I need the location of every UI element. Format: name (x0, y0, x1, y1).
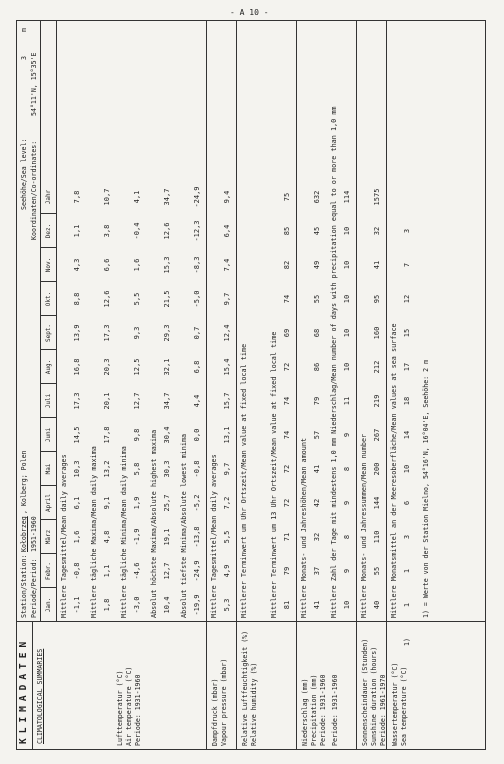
data-cell: 68 (313, 328, 321, 338)
header-divider (40, 20, 41, 622)
climate-table (16, 20, 486, 750)
section-label: Niederschlag (mm) (301, 678, 309, 746)
data-cell: 32 (313, 532, 321, 542)
data-cell: 34,7 (163, 392, 171, 410)
section-divider (356, 20, 357, 750)
data-cell: 71 (283, 532, 291, 542)
data-cell: 79 (283, 566, 291, 576)
data-cell: 8 (343, 466, 351, 472)
data-cell: 3,8 (103, 224, 111, 238)
data-cell: 74 (283, 430, 291, 440)
title-divider (32, 622, 33, 750)
data-cell: 6,1 (73, 496, 81, 510)
data-cell: 110 (373, 530, 381, 544)
data-cell: 5,5 (223, 530, 231, 544)
data-cell: 72 (283, 464, 291, 474)
data-cell: 15,7 (223, 392, 231, 410)
data-cell: 1,9 (133, 496, 141, 510)
data-cell: 12,6 (103, 290, 111, 308)
table-title: KLIMADATEN (18, 636, 29, 744)
data-cell: 37 (313, 566, 321, 576)
station-name: Kołobrzeg (20, 516, 28, 552)
data-cell: 15,4 (223, 358, 231, 376)
data-cell: 25,7 (163, 494, 171, 512)
data-cell: 34,7 (163, 188, 171, 206)
data-cell: 42 (313, 498, 321, 508)
row-caption: Mittlere Tagesmittel/Mean daily averages (60, 454, 68, 618)
data-cell: 10 (343, 600, 351, 610)
panel-divider (16, 621, 486, 622)
data-cell: 82 (283, 260, 291, 270)
footnote: 1) = Werte von der Station Mielno, 54°16'N, 16°04'E, Seehöhe: 2 m (422, 359, 430, 618)
data-cell: 13,2 (103, 460, 111, 478)
data-cell: -24,9 (193, 186, 201, 208)
column-divider (40, 281, 56, 282)
data-cell: 79 (313, 396, 321, 406)
data-cell: 9,1 (103, 496, 111, 510)
month-header: März (45, 529, 52, 545)
data-cell: 114 (343, 190, 351, 204)
data-cell: 4,3 (73, 258, 81, 272)
data-cell: -0,8 (73, 562, 81, 580)
row-caption: Mittlere Tagesmittel/Mean daily averages (210, 454, 218, 618)
data-cell: 1 (403, 568, 411, 574)
data-cell: 41 (373, 260, 381, 270)
data-cell: 7,8 (73, 190, 81, 204)
data-cell: -3,0 (133, 596, 141, 614)
data-cell: -0,4 (133, 222, 141, 240)
data-cell: 95 (373, 294, 381, 304)
data-cell: -8,3 (193, 256, 201, 274)
section-label: Wassertemperatur (°C) (391, 662, 399, 746)
section-label: Periode: 1931-1960 (134, 674, 142, 746)
month-header: April (45, 493, 52, 513)
data-cell: 10 (343, 328, 351, 338)
month-header: Mai (45, 463, 52, 475)
data-cell: 72 (283, 362, 291, 372)
data-cell: 10 (343, 260, 351, 270)
elevation-label: Seehöhe/Sea level: (20, 138, 28, 210)
station-label: Station/Station: (20, 554, 28, 618)
data-cell: 74 (283, 294, 291, 304)
data-cell: 55 (373, 566, 381, 576)
data-cell: 20,3 (103, 358, 111, 376)
data-cell: 8,8 (73, 292, 81, 306)
data-cell: 17,3 (103, 324, 111, 342)
data-cell: 6,6 (103, 258, 111, 272)
data-cell: 18 (403, 396, 411, 406)
data-cell: 7 (403, 262, 411, 268)
data-cell: 219 (373, 394, 381, 408)
data-cell: 3 (403, 534, 411, 540)
data-cell: 41 (313, 600, 321, 610)
section-label: Periode: 1931-1960 (331, 674, 339, 746)
data-cell: 9,7 (223, 462, 231, 476)
data-cell: 5,5 (133, 292, 141, 306)
data-cell: 10 (343, 294, 351, 304)
data-cell: 4,8 (103, 530, 111, 544)
data-cell: 12,7 (163, 562, 171, 580)
data-cell: 14 (403, 430, 411, 440)
row-caption: Mittlere tägliche Minima/Mean daily minima (120, 446, 128, 618)
section-label: Periode: 1931-1960 (319, 674, 327, 746)
data-cell: 9,3 (133, 326, 141, 340)
row-caption: Absolut tiefste Minima/Absolute lowest minima (180, 433, 188, 618)
column-divider (40, 349, 56, 350)
data-cell: 8 (343, 534, 351, 540)
data-cell: 7,2 (223, 496, 231, 510)
data-cell: 7,4 (223, 258, 231, 272)
data-cell: 15 (403, 328, 411, 338)
month-header: Juni (45, 427, 52, 443)
data-cell: 12,7 (133, 392, 141, 410)
period-value: 1951-1960 (30, 516, 38, 552)
coord-label: Koordinaten/Co-ordinates: (30, 140, 38, 240)
elevation-unit: m (20, 28, 28, 32)
data-cell: 12,5 (133, 358, 141, 376)
section-divider (206, 20, 207, 750)
data-cell: 1,6 (133, 258, 141, 272)
data-cell: 4,9 (223, 564, 231, 578)
data-cell: 212 (373, 360, 381, 374)
data-cell: 32,1 (163, 358, 171, 376)
data-cell: 9,7 (223, 292, 231, 306)
data-cell: 74 (283, 396, 291, 406)
data-cell: 9 (343, 568, 351, 574)
data-cell: 10 (343, 362, 351, 372)
data-cell: 72 (283, 498, 291, 508)
data-cell: 32 (373, 226, 381, 236)
data-cell: 30,3 (163, 460, 171, 478)
data-cell: -4,6 (133, 562, 141, 580)
data-cell: 13,9 (73, 324, 81, 342)
section-label: Sea temperature (°C) (400, 666, 408, 746)
elevation-value: 3 (20, 56, 28, 60)
station-country: , Kolberg; Polen (20, 450, 28, 514)
row-caption: Mittlere Monats- und Jahreshöhen/Mean amount (300, 437, 308, 618)
data-cell: 30,4 (163, 426, 171, 444)
data-cell: 0,7 (193, 326, 201, 340)
data-cell: 45 (313, 226, 321, 236)
section-label: Relative humidity (%) (250, 662, 258, 746)
data-cell: 21,5 (163, 290, 171, 308)
data-cell: 10 (403, 464, 411, 474)
data-cell: -19,9 (193, 594, 201, 616)
data-cell: 3 (403, 228, 411, 234)
data-cell: 16,8 (73, 358, 81, 376)
row-caption: Mittlere tägliche Maxima/Mean daily maxima (90, 446, 98, 618)
data-cell: 13,1 (223, 426, 231, 444)
data-cell: 160 (373, 326, 381, 340)
table-subtitle: CLIMATOLOGICAL SUMMARIES (36, 648, 44, 744)
data-cell: 1,8 (103, 598, 111, 612)
data-cell: 12 (403, 294, 411, 304)
row-caption: Mittlere Monats- und Jahressummen/Mean number (360, 433, 368, 618)
data-cell: -1,1 (73, 596, 81, 614)
data-cell: 9 (343, 500, 351, 506)
section-divider (236, 20, 237, 750)
data-cell: 10 (343, 226, 351, 236)
section-label: Relative Luftfeuchtigkeit (%) (241, 630, 249, 746)
row-caption: Mittlerer Terminwert um Uhr Ortszeit/Mean value at fixed local time (240, 343, 248, 618)
data-cell: 9 (343, 432, 351, 438)
row-caption: Mittlere Zahl der Tage mit mindestens 1,0 mm Niederschlag/Mean number of days with precipitation equal to or more than 1,0 mm (330, 106, 338, 618)
column-divider (40, 519, 56, 520)
data-cell: -1,9 (133, 528, 141, 546)
data-cell: 15,3 (163, 256, 171, 274)
data-cell: 4,1 (133, 190, 141, 204)
data-cell: 12,4 (223, 324, 231, 342)
row-caption: Mittlerer Terminwert um 13 Uhr Ortszeit/Mean value at fixed local time (270, 331, 278, 618)
data-cell: 4,4 (193, 394, 201, 408)
month-header: Jan. (45, 597, 52, 613)
month-header: Jahr (45, 189, 52, 205)
column-divider (40, 587, 56, 588)
column-divider (40, 383, 56, 384)
data-cell: 9,8 (133, 428, 141, 442)
data-cell: 11 (343, 396, 351, 406)
data-cell: 6,4 (223, 224, 231, 238)
row-caption: Mittlere Monatsmittel an der Meeresoberfläche/Mean values at sea surface (390, 323, 398, 618)
coord-value: 54°11'N, 15°35'E (30, 52, 38, 116)
column-divider (40, 315, 56, 316)
data-cell: 1,6 (73, 530, 81, 544)
data-cell: 86 (313, 362, 321, 372)
data-cell: 29,3 (163, 324, 171, 342)
data-cell: 55 (313, 294, 321, 304)
data-cell: 0,0 (193, 428, 201, 442)
data-cell: 17,3 (73, 392, 81, 410)
data-cell: 14,5 (73, 426, 81, 444)
row-caption: Absolut höchste Maxima/Absolute highest maxima (150, 429, 158, 618)
column-divider (40, 417, 56, 418)
section-divider (296, 20, 297, 750)
data-cell: 5,8 (133, 462, 141, 476)
data-cell: 85 (283, 226, 291, 236)
section-label: Dampfdruck (mbar) (211, 678, 219, 746)
month-header: Sept. (45, 323, 52, 343)
data-cell: 57 (313, 430, 321, 440)
section-label: Periode: 1961-1970 (379, 674, 387, 746)
data-cell: -5,0 (193, 290, 201, 308)
data-cell: 9,4 (223, 190, 231, 204)
data-cell: -13,8 (193, 526, 201, 548)
data-cell: 10,3 (73, 460, 81, 478)
section-divider (386, 20, 387, 750)
data-cell: -0,8 (193, 460, 201, 478)
data-cell: 632 (313, 190, 321, 204)
section-label: Lufttemperatur (°C) (116, 670, 124, 746)
section-label: Air temperature (°C) (125, 666, 133, 746)
period-label: Periode/Period: (30, 558, 38, 618)
data-cell: 17 (403, 362, 411, 372)
data-cell: 6 (403, 500, 411, 506)
column-divider (40, 485, 56, 486)
month-header: Okt. (45, 291, 52, 307)
data-cell: 1575 (373, 188, 381, 206)
month-header: Juli (45, 393, 52, 409)
data-cell: 10,7 (103, 188, 111, 206)
column-divider (40, 213, 56, 214)
month-header: Aug. (45, 359, 52, 375)
data-cell: 20,1 (103, 392, 111, 410)
table-frame (16, 20, 486, 750)
data-cell: 81 (283, 600, 291, 610)
section-label: 1) (403, 638, 411, 646)
data-cell: 12,6 (163, 222, 171, 240)
section-label: Sonnenscheindauer (Stunden) (361, 638, 369, 746)
data-cell: 267 (373, 428, 381, 442)
column-divider (40, 553, 56, 554)
data-cell: 69 (283, 328, 291, 338)
data-cell: 75 (283, 192, 291, 202)
data-cell: 40 (373, 600, 381, 610)
data-cell: -12,3 (193, 220, 201, 242)
data-cell: 17,8 (103, 426, 111, 444)
section-label: Precipitation (mm) (310, 674, 318, 746)
data-cell: 5,3 (223, 598, 231, 612)
data-cell: 1 (403, 602, 411, 608)
month-header: Febr. (45, 561, 52, 581)
data-cell: 10,4 (163, 596, 171, 614)
data-cell: 6,8 (193, 360, 201, 374)
month-divider (56, 20, 57, 622)
data-cell: 41 (313, 464, 321, 474)
month-header: Dez. (45, 223, 52, 239)
data-cell: -5,2 (193, 494, 201, 512)
data-cell: 1,1 (103, 564, 111, 578)
data-cell: -24,9 (193, 560, 201, 582)
data-cell: 144 (373, 496, 381, 510)
month-header: Nov. (45, 257, 52, 273)
column-divider (40, 451, 56, 452)
section-label: Sunshine duration (hours) (370, 646, 378, 746)
data-cell: 1,1 (73, 224, 81, 238)
data-cell: 200 (373, 462, 381, 476)
data-cell: 19,1 (163, 528, 171, 546)
data-cell: 49 (313, 260, 321, 270)
page-number: - A 10 - (230, 8, 269, 17)
section-label: Vapour pressure (mbar) (220, 658, 228, 746)
column-divider (40, 247, 56, 248)
